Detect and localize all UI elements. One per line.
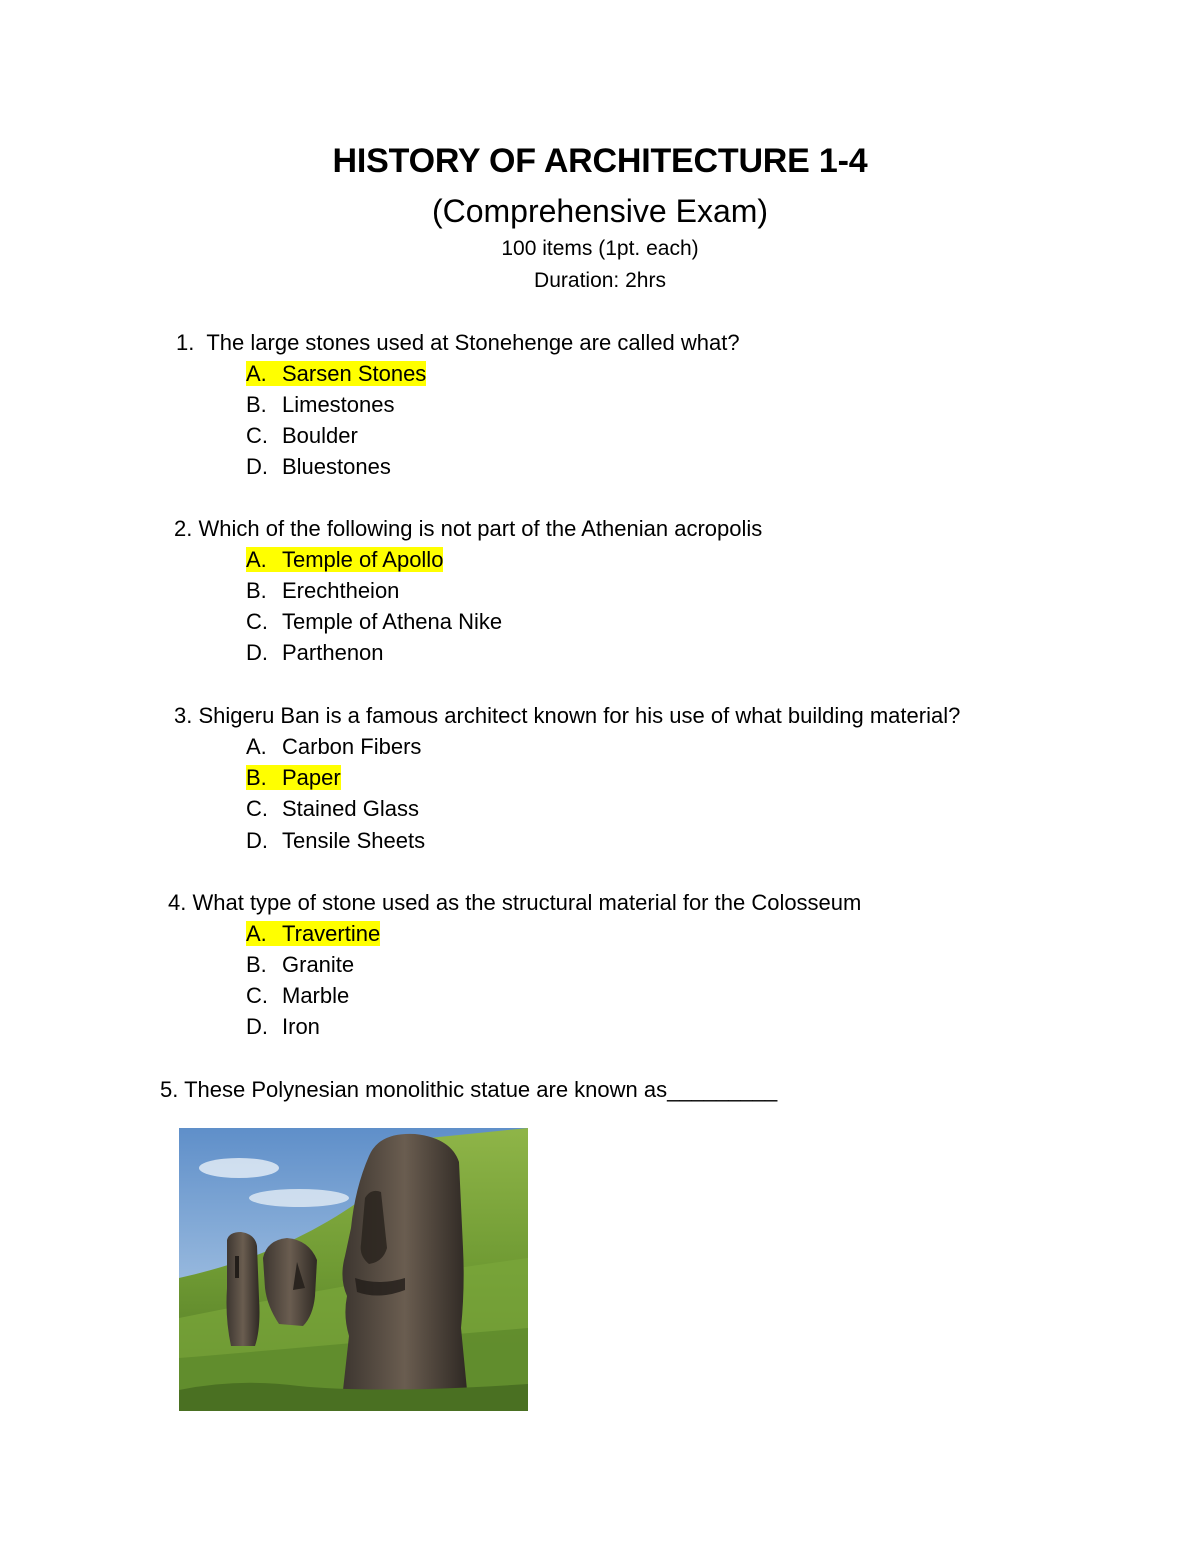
option-1d: D. Bluestones xyxy=(246,454,391,479)
option-2d: D. Parthenon xyxy=(246,640,384,665)
option-2a xyxy=(246,546,443,574)
question-text: Shigeru Ban is a famous architect known for his use of what building material? xyxy=(198,703,961,728)
question-1 xyxy=(176,329,740,357)
question-text: Which of the following is not part of the Athenian acropolis xyxy=(198,516,763,541)
answer-highlight: A. Temple of Apollo xyxy=(246,547,444,572)
exam-duration: Duration: 2hrs xyxy=(534,269,666,292)
question-5 xyxy=(160,1076,777,1104)
option-2b: B. Erechtheion xyxy=(246,578,400,603)
question-2 xyxy=(174,515,762,543)
exam-subtitle: (Comprehensive Exam) xyxy=(431,193,769,229)
option-1c: C. Boulder xyxy=(246,423,358,448)
moai-statues-photo xyxy=(179,1128,528,1411)
option-4c: C. Marble xyxy=(246,983,350,1008)
option-2c: C. Temple of Athena Nike xyxy=(246,609,503,634)
exam-items: 100 items (1pt. each) xyxy=(501,237,699,260)
answer-highlight: A. Sarsen Stones xyxy=(246,361,427,386)
option-4a xyxy=(246,920,380,948)
question-text: These Polynesian monolithic statue are known as_________ xyxy=(184,1077,778,1102)
question-3 xyxy=(174,702,960,730)
answer-highlight: B. Paper xyxy=(246,765,341,790)
question-number: 2. xyxy=(174,516,193,541)
question-text: The large stones used at Stonehenge are called what? xyxy=(206,330,740,355)
option-4b: B. Granite xyxy=(246,952,355,977)
answer-highlight: A. Travertine xyxy=(246,921,381,946)
option-4d: D. Iron xyxy=(246,1014,320,1039)
option-3b xyxy=(246,764,341,792)
option-1b: B. Limestones xyxy=(246,392,395,417)
option-1a xyxy=(246,360,426,388)
question-number: 3. xyxy=(174,703,193,728)
option-3a: A. Carbon Fibers xyxy=(246,734,422,759)
question-number: 5. xyxy=(160,1077,179,1102)
option-3d: D. Tensile Sheets xyxy=(246,828,426,853)
question-number: 1. xyxy=(176,330,195,355)
option-3c: C. Stained Glass xyxy=(246,796,419,821)
question-number: 4. xyxy=(168,890,187,915)
exam-title: HISTORY OF ARCHITECTURE 1-4 xyxy=(332,142,868,180)
question-text: What type of stone used as the structural material for the Colosseum xyxy=(192,890,862,915)
question-4 xyxy=(168,889,861,917)
